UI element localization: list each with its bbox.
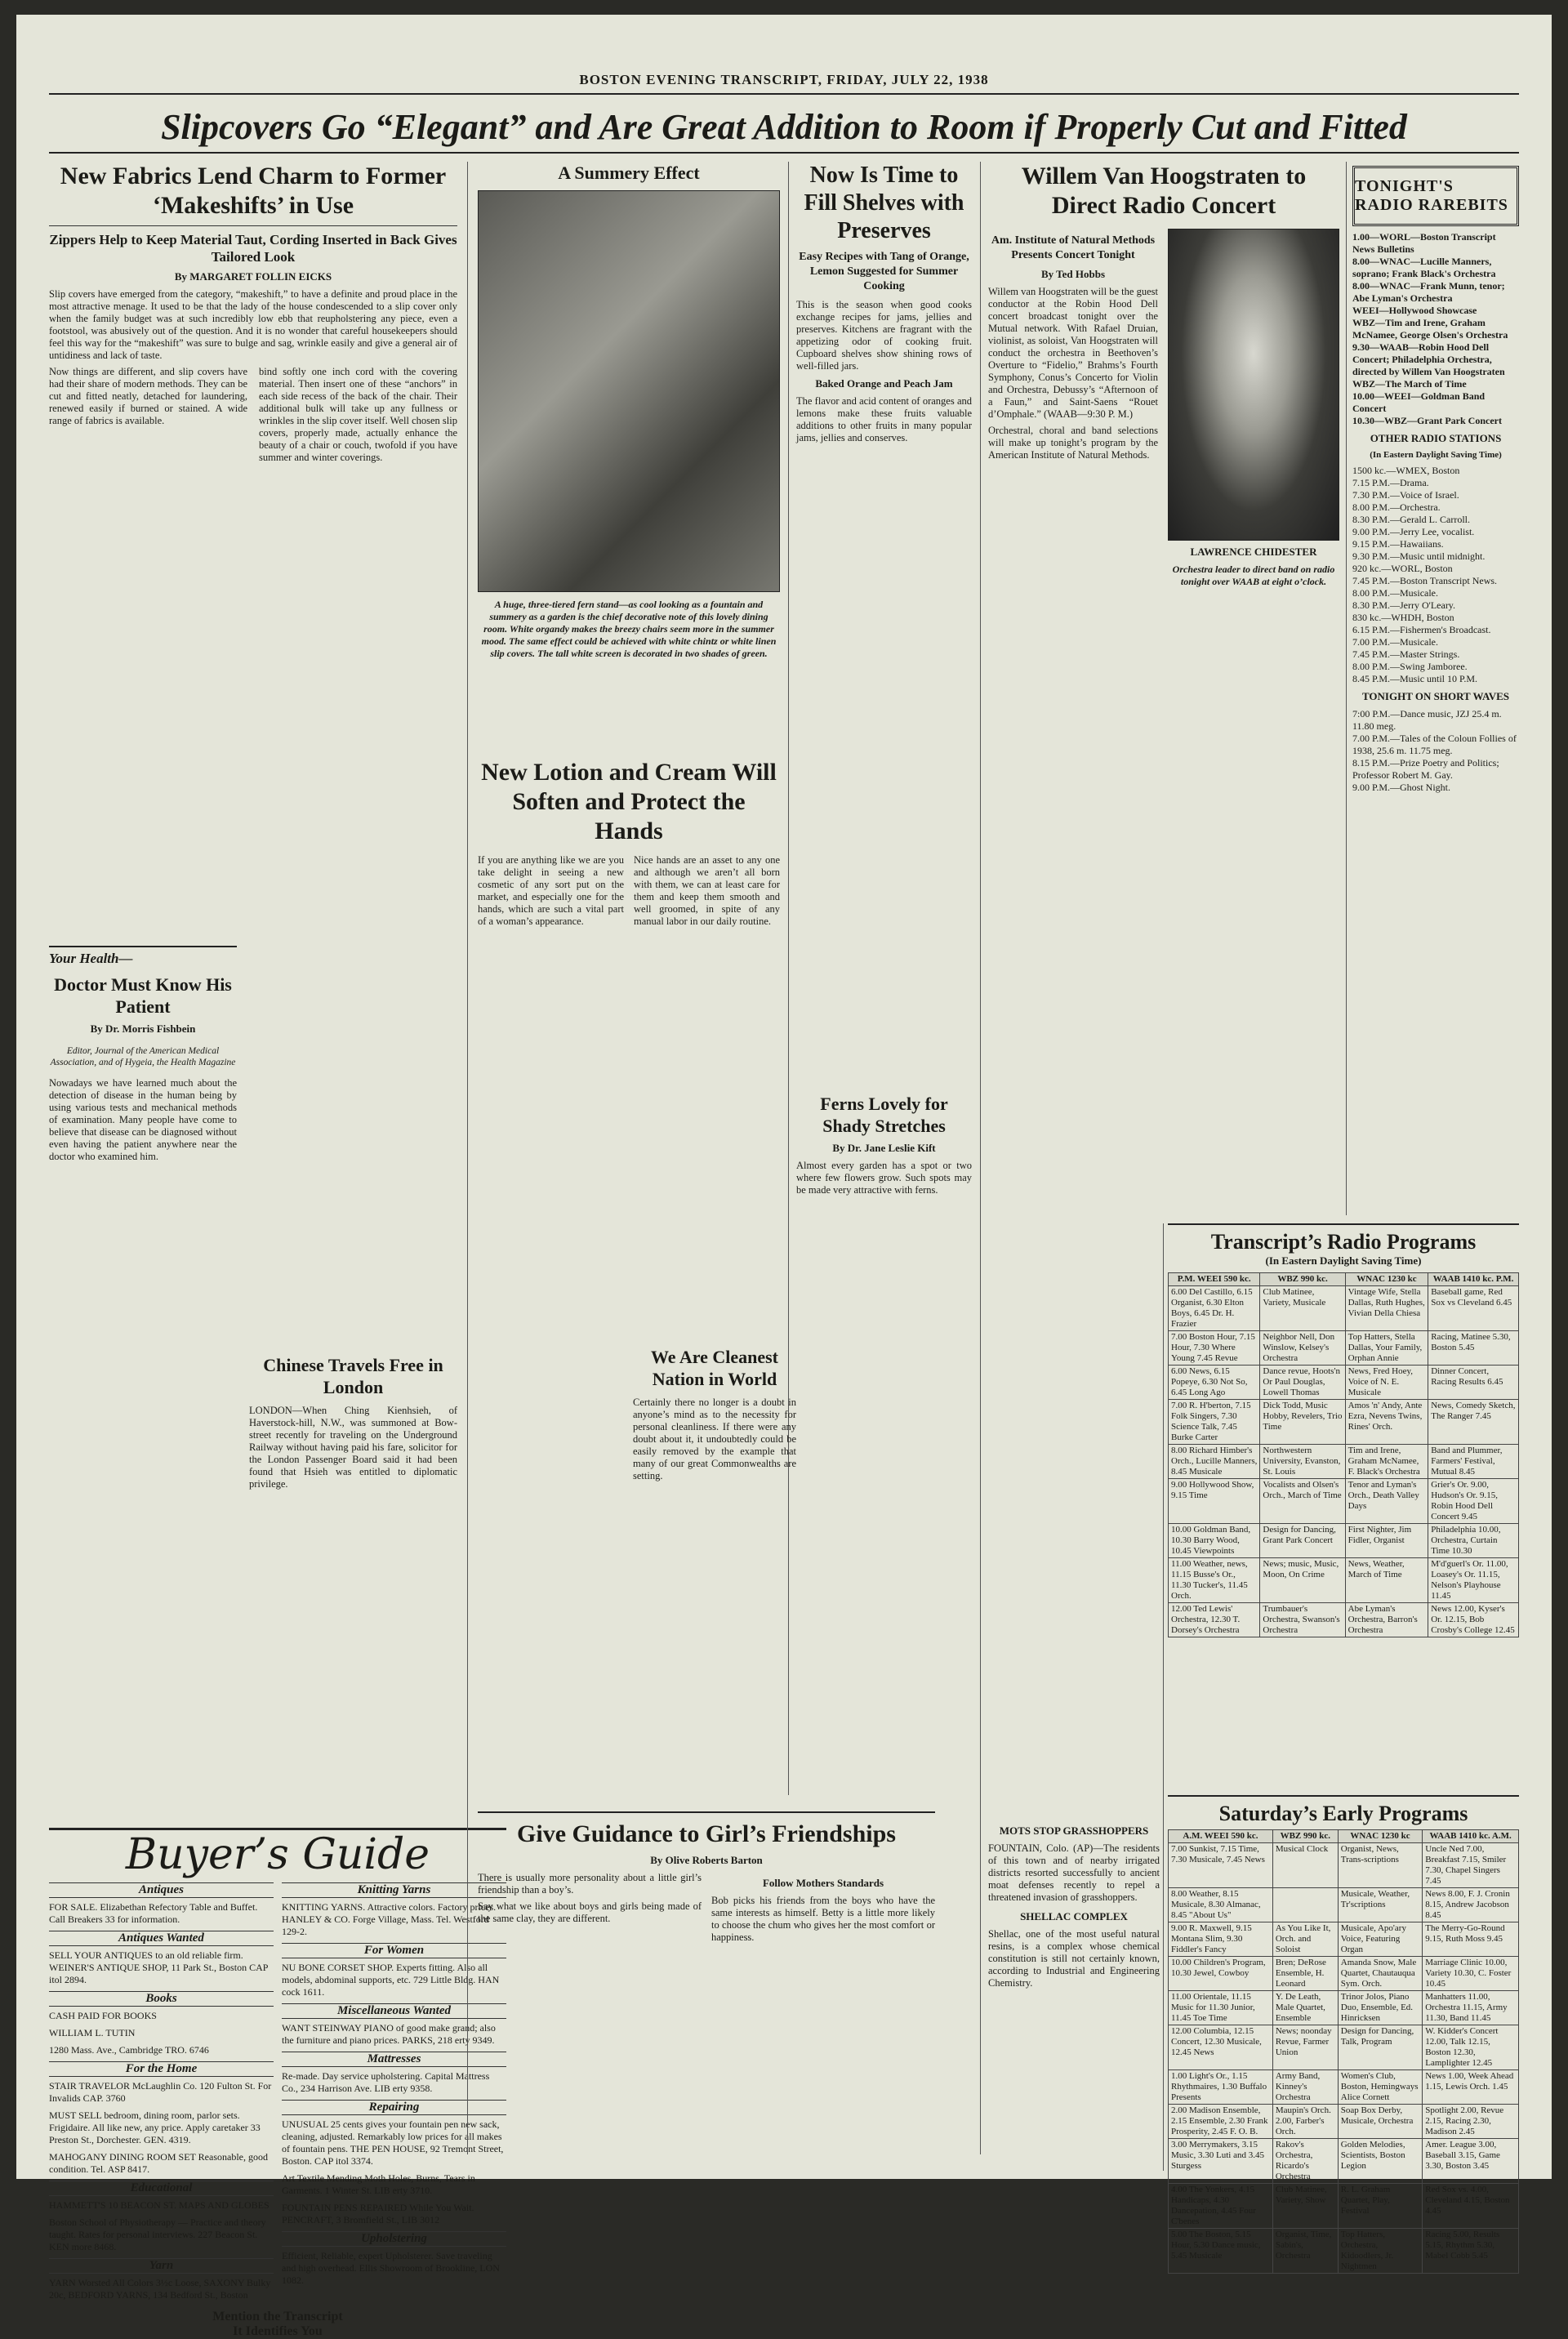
table-header-cell: WBZ 990 kc. bbox=[1260, 1273, 1345, 1286]
table-cell: 8.00 Richard Himber's Orch., Lucille Manners, 8.45 Musicale bbox=[1169, 1445, 1260, 1479]
other-station-item: 1500 kc.—WMEX, Boston bbox=[1352, 465, 1460, 476]
lotion-paragraph-2: Nice hands are an asset to any one and although we aren’t all born with them, we can at least care for them and keep them smooth and well groomed, in spite of any manual labor in our daily routine. bbox=[634, 854, 780, 927]
programs-table bbox=[1168, 1272, 1519, 1637]
classified-ad: MAHOGANY DINING ROOM SET Reasonable, good condition. Tel. ASP 8417. bbox=[49, 2151, 268, 2175]
portrait-caption: LAWRENCE CHIDESTER bbox=[1190, 546, 1317, 558]
table-cell: The Merry-Go-Round 9.15, Ruth Moss 9.45 bbox=[1423, 1922, 1519, 1957]
dining-room-photo bbox=[478, 190, 780, 592]
table-cell: Northwestern University, Evanston, St. Louis bbox=[1260, 1445, 1345, 1479]
table-cell: Army Band, Kinney's Orchestra bbox=[1272, 2070, 1338, 2105]
rarebit-item: WBZ—The March of Time bbox=[1352, 378, 1467, 390]
table-cell: Baseball game, Red Sox vs Cleveland 6.45 bbox=[1428, 1286, 1519, 1331]
table-row bbox=[1169, 1445, 1519, 1479]
buyers-category: Upholstering bbox=[282, 2231, 506, 2247]
table-cell: Design for Dancing, Talk, Program bbox=[1338, 2025, 1422, 2070]
rarebits-list bbox=[1352, 231, 1519, 427]
table-cell: 5.00 The Boston, 5.15 Hour, 5.30 Dance music, 5.45 Musicale bbox=[1169, 2229, 1273, 2274]
classified-ad: Efficient, Reliable, expert Upholsterer. Save traveling and high overhead. Ellis Showroom of Brookline, LON 1082. bbox=[282, 2250, 500, 2286]
classified-ad: Art Textile Mending Moth Holes, Burns, Tears in Garments. 1 Winter St. LIB erty 3710. bbox=[282, 2172, 475, 2196]
buyers-category: Miscellaneous Wanted bbox=[282, 2003, 506, 2019]
table-cell: Y. De Leath, Male Quartet, Ensemble bbox=[1272, 1991, 1338, 2025]
guidance-byline: By Olive Roberts Barton bbox=[650, 1854, 763, 1866]
other-station-item: 830 kc.—WHDH, Boston bbox=[1352, 612, 1454, 623]
classified-ad: Re-made. Day service upholstering. Capital Mattress Co., 234 Harrison Ave. LIB erty 9358. bbox=[282, 2070, 490, 2094]
table-cell: Philadelphia 10.00, Orchestra, Curtain Time 10.30 bbox=[1428, 1524, 1519, 1558]
grasshoppers-headline: MOTS STOP GRASSHOPPERS bbox=[999, 1824, 1149, 1837]
shellac-headline: SHELLAC COMPLEX bbox=[1020, 1910, 1128, 1922]
table-cell: W. Kidder's Concert 12.00, Talk 12.15, Boston 12.30, Lamplighter 12.45 bbox=[1423, 2025, 1519, 2070]
shellac-paragraph: Shellac, one of the most useful natural resins, is a complex whose chemical constitution is still not certainly known, according to Industrial and Engineering Chemistry. bbox=[988, 1928, 1160, 1989]
guidance-paragraph-3: Bob picks his friends from the boys who have the same interests as himself. Betty is a little more likely to choose the chum who gives her the most comfort or happiness. bbox=[711, 1895, 935, 1943]
table-cell: Bren; DeRose Ensemble, H. Leonard bbox=[1272, 1957, 1338, 1991]
table-cell: Racing 5.00, Results 5.15, Rhythm 5.30, Mabel Cobb 5.45 bbox=[1423, 2229, 1519, 2274]
table-header-cell: WBZ 990 kc. bbox=[1272, 1830, 1338, 1843]
table-cell: 8.00 Weather, 8.15 Musicale, 8.30 Almanac, 8.45 "About Us" bbox=[1169, 1888, 1273, 1922]
buyers-category: Educational bbox=[49, 2181, 274, 2196]
other-station-item: 9.00 P.M.—Jerry Lee, vocalist. bbox=[1352, 526, 1475, 537]
mention-line: Mention the Transcript bbox=[212, 2310, 343, 2323]
shelves-paragraph-2: The flavor and acid content of oranges and lemons make these fruits valuable additions to other fruits in many popular jams, jellies and conserves. bbox=[796, 395, 972, 443]
ferns-paragraph: Almost every garden has a spot or two where few flowers grow. Such spots may be made very attractive with ferns. bbox=[796, 1160, 972, 1196]
buyers-category: Mattresses bbox=[282, 2052, 506, 2067]
radio-programs bbox=[1168, 1223, 1519, 1797]
table-row bbox=[1169, 1558, 1519, 1603]
buyers-category: For Women bbox=[282, 1943, 506, 1958]
table-cell: 11.00 Orientale, 11.15 Music for 11.30 Junior, 11.45 Toe Time bbox=[1169, 1991, 1273, 2025]
chinese-headline: Chinese Travels Free in London bbox=[263, 1355, 443, 1397]
buyers-category: Yarn bbox=[49, 2258, 274, 2274]
table-row bbox=[1169, 2229, 1519, 2274]
buyers-guide-title: Buyer’s Guide bbox=[125, 1830, 430, 1879]
table-cell: 2.00 Madison Ensemble, 2.15 Ensemble, 2.30 Frank Prosperity, 2.45 F. O. B. bbox=[1169, 2105, 1273, 2139]
table-cell: Musicale, Weather, Tr'scriptions bbox=[1338, 1888, 1422, 1922]
rarebit-item: 8.00—WNAC—Lucille Manners, soprano; Frank Black's Orchestra bbox=[1352, 256, 1496, 279]
table-cell: Vintage Wife, Stella Dallas, Ruth Hughes, Vivian Della Chiesa bbox=[1345, 1286, 1428, 1331]
slipcovers-byline: By MARGARET FOLLIN EICKS bbox=[174, 270, 332, 283]
table-cell: 9.00 Hollywood Show, 9.15 Time bbox=[1169, 1479, 1260, 1524]
column-rule bbox=[980, 162, 981, 2154]
table-header-cell: A.M. WEEI 590 kc. bbox=[1169, 1830, 1273, 1843]
classified-ad: 1280 Mass. Ave., Cambridge TRO. 6746 bbox=[49, 2044, 209, 2056]
other-station-item: 8.00 P.M.—Musicale. bbox=[1352, 587, 1438, 599]
other-station-item: 9.15 P.M.—Hawaiians. bbox=[1352, 538, 1444, 550]
lotion-headline: New Lotion and Cream Will Soften and Protect the Hands bbox=[481, 759, 777, 844]
classified-ad: MUST SELL bedroom, dining room, parlor sets. Frigidaire. All like new, any price. Apply caretaker 33 Preston St., Dorchester. GEN. 4319. bbox=[49, 2110, 261, 2145]
table-cell: News 8.00, F. J. Cronin 8.15, Andrew Jacobson 8.45 bbox=[1423, 1888, 1519, 1922]
guidance-subhead: Follow Mothers Standards bbox=[762, 1877, 884, 1889]
classified-ad: YARN Worsted All Colors 3½c Loose, SAXONY Bulky 20c, BEDFORD YARNS, 134 Bedford St., Boston bbox=[49, 2277, 271, 2301]
slipcovers-paragraph-3: bind softly one inch cord with the covering material. Then insert one of these “anchors” in each side recess of the back of the chair. Their additional bulk will take up any fullness or wrinkles in the slip cover itself. Well chosen slip covers, properly made, actually enhance the beauty of a chair or couch, twofold if you have summer and winter coverings. bbox=[259, 366, 457, 463]
ferns-article bbox=[796, 1093, 972, 1338]
other-stations-sub: (In Eastern Daylight Saving Time) bbox=[1370, 450, 1502, 460]
table-cell: Golden Melodies, Scientists, Boston Legion bbox=[1338, 2139, 1422, 2184]
table-row bbox=[1169, 2025, 1519, 2070]
table-cell: 12.00 Ted Lewis' Orchestra, 12.30 T. Dorsey's Orchestra bbox=[1169, 1603, 1260, 1637]
chinese-column bbox=[249, 946, 457, 1762]
table-header-cell: WNAC 1230 kc bbox=[1345, 1273, 1428, 1286]
classified-ad: FOUNTAIN PENS REPAIRED While You Wait. PENCRAFT, 3 Bromfield St., LIB 3012 bbox=[282, 2202, 474, 2225]
table-cell: Amos 'n' Andy, Ante Ezra, Nevens Twins, Rines' Orch. bbox=[1345, 1400, 1428, 1445]
newspaper-page bbox=[16, 15, 1552, 2338]
programs-title: Transcript’s Radio Programs bbox=[1210, 1230, 1477, 1254]
classified-ad: WILLIAM L. TUTIN bbox=[49, 2027, 136, 2038]
radio-rarebits bbox=[1352, 166, 1519, 1219]
other-station-item: 8.45 P.M.—Music until 10 P.M. bbox=[1352, 673, 1478, 684]
short-waves-list bbox=[1352, 708, 1519, 794]
vanhoog-article bbox=[988, 162, 1339, 1060]
shelves-subhead: Easy Recipes with Tang of Orange, Lemon Suggested for Summer Cooking bbox=[799, 251, 969, 292]
other-station-item: 9.30 P.M.—Music until midnight. bbox=[1352, 550, 1486, 562]
lotion-paragraph-1: If you are anything like we are you take delight in seeing a new cosmetic of any sort put on the market, and especially one for the hands, which are such a vital part of a woman’s appearance. bbox=[478, 854, 624, 927]
rarebit-item: 8.00—WNAC—Frank Munn, tenor; Abe Lyman's Orchestra bbox=[1352, 280, 1505, 304]
table-cell: 11.00 Weather, news, 11.15 Busse's Or., 11.30 Tucker's, 11.45 Orch. bbox=[1169, 1558, 1260, 1603]
buyers-category: Antiques bbox=[49, 1882, 274, 1898]
table-cell: Amanda Snow, Male Quartet, Chautauqua Sym. Orch. bbox=[1338, 1957, 1422, 1991]
column-rule bbox=[467, 162, 468, 2154]
table-cell: News; noonday Revue, Farmer Union bbox=[1272, 2025, 1338, 2070]
table-cell: Vocalists and Olsen's Orch., March of Time bbox=[1260, 1479, 1345, 1524]
grasshoppers-paragraph: FOUNTAIN, Colo. (AP)—The residents of this town and of nearby irrigated districts resorted successfully to ancient moat defenses recently to repel a threatened invasion of grasshoppers. bbox=[988, 1842, 1160, 1903]
table-cell: Organist, Time, Sabin's, Orchestra bbox=[1272, 2229, 1338, 2274]
table-header-cell: WAAB 1410 kc. P.M. bbox=[1428, 1273, 1519, 1286]
short-wave-item: 8.15 P.M.—Prize Poetry and Politics; Professor Robert M. Gay. bbox=[1352, 757, 1499, 781]
table-row bbox=[1169, 2184, 1519, 2229]
cleanest-paragraph: Certainly there no longer is a doubt in anyone’s mind as to the necessity for personal cleanliness. If there were any doubt about it, it undoubtedly could be easily removed by the example that many of our great Commonwealths are setting. bbox=[633, 1397, 796, 1481]
table-row bbox=[1169, 1286, 1519, 1331]
other-station-item: 8.30 P.M.—Jerry O'Leary. bbox=[1352, 599, 1456, 611]
table-cell: Dinner Concert, Racing Results 6.45 bbox=[1428, 1366, 1519, 1400]
summery-caption: A huge, three-tiered fern stand—as cool looking as a fountain and summery as a garden is the chief decorative note of this lovely dining room. White organdy makes the breezy chairs seem more in the summer mood. The same effect could be achieved with white chintz or white linen slip covers. The tall white screen is decorated in two shades of green. bbox=[481, 599, 777, 659]
portrait-caption-2: Orchestra leader to direct band on radio tonight over WAAB at eight o’clock. bbox=[1172, 564, 1335, 587]
health-column bbox=[49, 946, 237, 1762]
table-cell: News; music, Music, Moon, On Crime bbox=[1260, 1558, 1345, 1603]
other-station-item: 920 kc.—WORL, Boston bbox=[1352, 563, 1453, 574]
table-cell: 6.00 News, 6.15 Popeye, 6.30 Not So, 6.45 Long Ago bbox=[1169, 1366, 1260, 1400]
table-cell: Marriage Clinic 10.00, Variety 10.30, C. Foster 10.45 bbox=[1423, 1957, 1519, 1991]
table-cell: 7.00 Boston Hour, 7.15 Hour, 7.30 Where Young 7.45 Revue bbox=[1169, 1331, 1260, 1366]
table-cell: Abe Lyman's Orchestra, Barron's Orchestra bbox=[1345, 1603, 1428, 1637]
table-cell: Manhatters 11.00, Orchestra 11.15, Army 11.30, Band 11.45 bbox=[1423, 1991, 1519, 2025]
table-cell: Uncle Ned 7.00, Breakfast 7.15, Smiler 7.30, Chapel Singers 7.45 bbox=[1423, 1843, 1519, 1888]
guidance-article bbox=[478, 1811, 935, 2172]
vanhoog-subhead: Am. Institute of Natural Methods Presents Concert Tonight bbox=[991, 234, 1156, 261]
table-cell: 1.00 Light's Or., 1.15 Rhythmaires, 1.30 Buffalo Presents bbox=[1169, 2070, 1273, 2105]
classified-ad: CASH PAID FOR BOOKS bbox=[49, 2010, 157, 2021]
table-row bbox=[1169, 1479, 1519, 1524]
saturday-table bbox=[1168, 1829, 1519, 2274]
short-wave-item: 7.00 P.M.—Tales of the Coloun Follies of 1938, 25.6 m. 11.75 meg. bbox=[1352, 733, 1517, 756]
masthead: BOSTON EVENING TRANSCRIPT, FRIDAY, JULY 22, 1938 bbox=[579, 72, 989, 87]
buyers-guide-right-column bbox=[282, 1879, 506, 2306]
table-cell: Dick Todd, Music Hobby, Revelers, Trio Time bbox=[1260, 1400, 1345, 1445]
short-waves-head: TONIGHT ON SHORT WAVES bbox=[1361, 690, 1510, 702]
guidance-headline: Give Guidance to Girl’s Friendships bbox=[517, 1820, 896, 1847]
slipcovers-article bbox=[49, 162, 457, 897]
other-station-item: 8.00 P.M.—Swing Jamboree. bbox=[1352, 661, 1468, 672]
banner-rule bbox=[49, 152, 1519, 154]
column-rule bbox=[1163, 1223, 1164, 2171]
rarebit-item: 9.30—WAAB—Robin Hood Dell Concert; Philadelphia Orchestra, directed by Willem Van Hoogstraten bbox=[1352, 341, 1505, 377]
table-cell: Musical Clock bbox=[1272, 1843, 1338, 1888]
rarebit-item: WEEI—Hollywood Showcase bbox=[1352, 305, 1477, 316]
table-cell: Dance revue, Hoots'n Or Paul Douglas, Lowell Thomas bbox=[1260, 1366, 1345, 1400]
table-row bbox=[1169, 2105, 1519, 2139]
table-cell: Top Hatters, Orchestra, Kidoodlers, Jr. Nightmen bbox=[1338, 2229, 1422, 2274]
table-header-cell: WNAC 1230 kc bbox=[1338, 1830, 1422, 1843]
other-station-item: 6.15 P.M.—Fishermen's Broadcast. bbox=[1352, 624, 1491, 635]
buyers-guide-left-column bbox=[49, 1879, 274, 2306]
table-cell: 6.00 Del Castillo, 6.15 Organist, 6.30 Elton Boys, 6.45 Dr. H. Frazier bbox=[1169, 1286, 1260, 1331]
health-headline: Doctor Must Know His Patient bbox=[54, 974, 232, 1017]
health-kicker: Your Health— bbox=[49, 946, 237, 967]
health-credentials: Editor, Journal of the American Medical Association, and of Hygeia, the Health Magazine bbox=[50, 1045, 236, 1067]
table-cell: 4.00 The Yonkers, 4.15 Handicaps, 4.30 Dancepation, 4.45 Four C'benes bbox=[1169, 2184, 1273, 2229]
chidester-portrait bbox=[1168, 229, 1339, 541]
shelves-paragraph-1: This is the season when good cooks exchange recipes for jams, jellies and preserves. Kitchens are fragrant with the appetizing odor of cooking fruit. Cupboard shelves show shining rows of well-filled jars. bbox=[796, 299, 972, 372]
vanhoog-paragraph-1: Willem van Hoogstraten will be the guest conductor at the Robin Hood Dell concert broadcast tonight over the Mutual network. With Rafael Druian, violinist, as soloist, Van Hoogstraten will conduct the orchestra in Beethoven’s Overture to “Fidelio,” Brahms’s Fourth Symphony, Conus’s Concerto for Violin and Orchestra, Debussy’s “Afternoon of a Faun,” and Saint-Saens “Rouet d’Omphale.” (WAAB—9:30 P. M.) bbox=[988, 286, 1158, 420]
classified-ad: UNUSUAL 25 cents gives your fountain pen new sack, cleaning, adjusted. Remarkably low prices for all makes of fountain pens. THE PEN HOUSE, 92 Tremont Street, Boston. CAP itol 3374. bbox=[282, 2118, 504, 2167]
rarebit-item: 10.30—WBZ—Grant Park Concert bbox=[1352, 415, 1502, 426]
table-cell: 9.00 R. Maxwell, 9.15 Montana Slim, 9.30 Fiddler's Fancy bbox=[1169, 1922, 1273, 1957]
table-cell: News, Weather, March of Time bbox=[1345, 1558, 1428, 1603]
other-station-item: 7.00 P.M.—Musicale. bbox=[1352, 636, 1438, 648]
table-cell: Tenor and Lyman's Orch., Death Valley Days bbox=[1345, 1479, 1428, 1524]
table-cell: Trumbauer's Orchestra, Swanson's Orchestra bbox=[1260, 1603, 1345, 1637]
health-byline: By Dr. Morris Fishbein bbox=[90, 1022, 196, 1035]
cleanest-article bbox=[633, 1346, 796, 1787]
short-wave-item: 9.00 P.M.—Ghost Night. bbox=[1352, 782, 1451, 793]
column-rule bbox=[1346, 162, 1347, 1215]
table-cell: Spotlight 2.00, Revue 2.15, Racing 2.30, Madison 2.45 bbox=[1423, 2105, 1519, 2139]
table-cell: 7.00 R. H'berton, 7.15 Folk Singers, 7.30 Science Talk, 7.45 Burke Carter bbox=[1169, 1400, 1260, 1445]
chinese-paragraph: LONDON—When Ching Kienhsieh, of Haverstock-hill, N.W., was summoned at Bow-street recently for traveling on the Underground Railway without having paid his fare, solicitor for the London Passenger Board said it had been found that Hsieh was entitled to diplomatic privilege. bbox=[249, 1405, 457, 1490]
table-row bbox=[1169, 1843, 1519, 1888]
guidance-paragraph-2: Say what we like about boys and girls being made of the same clay, they are different. bbox=[478, 1900, 702, 1924]
table-cell: Trinor Jolos, Piano Duo, Ensemble, Ed. Hinricksen bbox=[1338, 1991, 1422, 2025]
health-paragraph: Nowadays we have learned much about the detection of disease in the human being by using various tests and mechanical methods of examination. Many people have come to believe that disease can be diagnosed without even having the patient anywhere near the doctor who examined him. bbox=[49, 1077, 237, 1162]
table-cell: 7.00 Sunkist, 7.15 Time, 7.30 Musicale, 7.45 News bbox=[1169, 1843, 1273, 1888]
ferns-headline: Ferns Lovely for Shady Stretches bbox=[820, 1094, 948, 1136]
table-cell: Neighbor Nell, Don Winslow, Kelsey's Orchestra bbox=[1260, 1331, 1345, 1366]
table-row bbox=[1169, 1331, 1519, 1366]
rarebit-item: WBZ—Tim and Irene, Graham McNamee, George Olsen's Orchestra bbox=[1352, 317, 1508, 341]
other-stations-head: OTHER RADIO STATIONS bbox=[1370, 432, 1502, 444]
masthead-rule bbox=[49, 93, 1519, 95]
table-row bbox=[1169, 1603, 1519, 1637]
table-cell: News, Comedy Sketch, The Ranger 7.45 bbox=[1428, 1400, 1519, 1445]
table-cell: Grier's Or. 9.00, Hudson's Or. 9.15, Robin Hood Dell Concert 9.45 bbox=[1428, 1479, 1519, 1524]
table-cell: As You Like It, Orch. and Soloist bbox=[1272, 1922, 1338, 1957]
table-header-cell: P.M. WEEI 590 kc. bbox=[1169, 1273, 1260, 1286]
table-cell: Musicale, Apo'ary Voice, Featuring Organ bbox=[1338, 1922, 1422, 1957]
table-cell: News 12.00, Kyser's Or. 12.15, Bob Crosby's College 12.45 bbox=[1428, 1603, 1519, 1637]
rarebits-box: TONIGHT'S RADIO RAREBITS bbox=[1352, 166, 1519, 226]
banner-headline: Slipcovers Go “Elegant” and Are Great Addition to Room if Properly Cut and Fitted bbox=[161, 107, 1407, 147]
table-cell: Maupin's Orch. 2.00, Farber's Orch. bbox=[1272, 2105, 1338, 2139]
other-stations-list bbox=[1352, 465, 1519, 685]
guidance-paragraph-1: There is usually more personality about a little girl’s friendship than a boy’s. bbox=[478, 1872, 702, 1896]
ferns-byline: By Dr. Jane Leslie Kift bbox=[832, 1142, 936, 1154]
grasshoppers-article bbox=[988, 1820, 1160, 2163]
table-row bbox=[1169, 1922, 1519, 1957]
table-cell: Organist, News, Trans-scriptions bbox=[1338, 1843, 1422, 1888]
table-cell: 3.00 Merrymakers, 3.15 Music, 3.30 Luti and 3.45 Sturgess bbox=[1169, 2139, 1273, 2184]
table-cell: Red Sox vs. 4.00, Cleveland 4.15, Boston 4.45 bbox=[1423, 2184, 1519, 2229]
rarebit-item: 10.00—WEEI—Goldman Band Concert bbox=[1352, 390, 1486, 414]
table-cell: Racing, Matinee 5.30, Boston 5.45 bbox=[1428, 1331, 1519, 1366]
table-cell: R. L. Graham Quartet, Play, Festival bbox=[1338, 2184, 1422, 2229]
other-station-item: 7.45 P.M.—Boston Transcript News. bbox=[1352, 575, 1498, 586]
table-cell: M'd'guerl's Or. 11.00, Loasey's Or. 11.15, Nelson's Playhouse 11.45 bbox=[1428, 1558, 1519, 1603]
buyers-category: Knitting Yarns bbox=[282, 1882, 506, 1898]
table-cell: Rakov's Orchestra, Ricardo's Orchestra bbox=[1272, 2139, 1338, 2184]
shelves-headline: Now Is Time to Fill Shelves with Preserves bbox=[804, 163, 964, 243]
buyers-category: Antiques Wanted bbox=[49, 1931, 274, 1946]
buyers-category: Repairing bbox=[282, 2100, 506, 2115]
table-cell: 10.00 Goldman Band, 10.30 Barry Wood, 10.45 Viewpoints bbox=[1169, 1524, 1260, 1558]
classified-ad: STAIR TRAVELOR McLaughlin Co. 120 Fulton St. For Invalids CAP. 3760 bbox=[49, 2080, 272, 2104]
table-cell: Design for Dancing, Grant Park Concert bbox=[1260, 1524, 1345, 1558]
table-row bbox=[1169, 2070, 1519, 2105]
table-cell: Band and Plummer, Farmers' Festival, Mutual 8.45 bbox=[1428, 1445, 1519, 1479]
classified-ad: KNITTING YARNS. Attractive colors. Factory prices. HANLEY & CO. Forge Village, Mass. Tel. Westford 129-2. bbox=[282, 1901, 497, 1937]
classified-ad: HAMMETT'S 10 BEACON ST. MAPS AND GLOBES bbox=[49, 2199, 270, 2211]
classified-ad: NU BONE CORSET SHOP. Experts fitting. Also all models, abdominal supports, etc. 729 Little Bldg. HAN cock 1611. bbox=[282, 1962, 500, 1998]
table-cell: Soap Box Derby, Musicale, Orchestra bbox=[1338, 2105, 1422, 2139]
table-cell: Women's Club, Boston, Hemingways Alice Cornett bbox=[1338, 2070, 1422, 2105]
buyers-guide bbox=[49, 1828, 506, 2338]
table-row bbox=[1169, 1957, 1519, 1991]
table-cell: Tim and Irene, Graham McNamee, F. Black's Orchestra bbox=[1345, 1445, 1428, 1479]
slipcovers-paragraph-2: Now things are different, and slip covers have had their share of modern methods. They can be cut and fitted neatly, detached for laundering, renewed easily if burned or stained. A wide range of fabrics is available. bbox=[49, 366, 247, 426]
other-station-item: 7.15 P.M.—Drama. bbox=[1352, 477, 1429, 488]
saturday-title: Saturday’s Early Programs bbox=[1218, 1802, 1468, 1825]
table-cell: Club Matinee, Variety, Show bbox=[1272, 2184, 1338, 2229]
table-cell: News, Fred Hoey, Voice of N. E. Musicale bbox=[1345, 1366, 1428, 1400]
table-header-cell: WAAB 1410 kc. A.M. bbox=[1423, 1830, 1519, 1843]
other-station-item: 7.45 P.M.—Master Strings. bbox=[1352, 648, 1460, 660]
vanhoog-byline: By Ted Hobbs bbox=[1040, 268, 1106, 280]
slipcovers-paragraph-1: Slip covers have emerged from the category, “makeshift,” to have a definite and proud place in the most attractive menage. It used to be that the lady of the house condescended to a slip cover only when the family budget was at such incredibly low ebb that reupholstering any piece, even a footstool, was abusively out of the question. And it is no wonder that careful housekeepers should feel this way for the “makeshift” was sure to bulge and sag, wrinkle easily and give a general air of untidiness and lack of taste. bbox=[49, 288, 457, 361]
table-cell: Amer. League 3.00, Baseball 3.15, Game 3.30, Boston 3.45 bbox=[1423, 2139, 1519, 2184]
mention-line-2: It Identifies You bbox=[233, 2324, 323, 2338]
table-cell: Club Matinee, Variety, Musicale bbox=[1260, 1286, 1345, 1331]
classified-ad: SELL YOUR ANTIQUES to an old reliable firm. WEINER'S ANTIQUE SHOP, 11 Park St., Boston CAP itol 2894. bbox=[49, 1949, 268, 1985]
classified-ad: Boston School of Physiotherapy — Practice and theory taught. Rates for personal interviews. 227 Beacon St. KEN more 8468. bbox=[49, 2216, 266, 2252]
summery-effect bbox=[478, 162, 780, 750]
summery-headline: A Summery Effect bbox=[558, 163, 700, 183]
table-row bbox=[1169, 1991, 1519, 2025]
table-cell bbox=[1272, 1888, 1338, 1922]
other-station-item: 8.00 P.M.—Orchestra. bbox=[1352, 501, 1441, 513]
table-row bbox=[1169, 1524, 1519, 1558]
slipcovers-subhead: Zippers Help to Keep Material Taut, Cording Inserted in Back Gives Tailored Look bbox=[49, 225, 457, 265]
buyers-category: For the Home bbox=[49, 2061, 274, 2077]
saturday-programs bbox=[1168, 1795, 1519, 2271]
rarebit-item: 1.00—WORL—Boston Transcript News Bulletins bbox=[1352, 231, 1496, 255]
classified-ad: FOR SALE. Elizabethan Refectory Table and Buffet. Call Breakers 33 for information. bbox=[49, 1901, 258, 1925]
table-cell: Top Hatters, Stella Dallas, Your Family, Orphan Annie bbox=[1345, 1331, 1428, 1366]
table-cell: News 1.00, Week Ahead 1.15, Lewis Orch. 1.45 bbox=[1423, 2070, 1519, 2105]
table-cell: 12.00 Columbia, 12.15 Concert, 12.30 Musicale, 12.45 News bbox=[1169, 2025, 1273, 2070]
table-cell: 10.00 Children's Program, 10.30 Jewel, Cowboy bbox=[1169, 1957, 1273, 1991]
table-row bbox=[1169, 1366, 1519, 1400]
vanhoog-paragraph-2: Orchestral, choral and band selections will make up tonight’s program by the American Institute of Natural Methods. bbox=[988, 425, 1158, 461]
table-row bbox=[1169, 2139, 1519, 2184]
table-cell: First Nighter, Jim Fidler, Organist bbox=[1345, 1524, 1428, 1558]
table-row bbox=[1169, 1400, 1519, 1445]
classified-ad: WANT STEINWAY PIANO of good make grand; also the furniture and piano prices. PARKS, 218 erty 9349. bbox=[282, 2022, 496, 2046]
other-station-item: 7.30 P.M.—Voice of Israel. bbox=[1352, 489, 1459, 501]
recipe-title: Baked Orange and Peach Jam bbox=[815, 377, 953, 390]
other-station-item: 8.30 P.M.—Gerald L. Carroll. bbox=[1352, 514, 1470, 525]
programs-subtitle: (In Eastern Daylight Saving Time) bbox=[1265, 1254, 1422, 1267]
short-wave-item: 7:00 P.M.—Dance music, JZJ 25.4 m. 11.80 meg. bbox=[1352, 708, 1502, 732]
shelves-article bbox=[796, 162, 972, 799]
cleanest-headline: We Are Cleanest Nation in World bbox=[650, 1347, 778, 1389]
vanhoog-headline: Willem Van Hoogstraten to Direct Radio Concert bbox=[1021, 163, 1307, 219]
buyers-category: Books bbox=[49, 1991, 274, 2007]
slipcovers-headline: New Fabrics Lend Charm to Former ‘Makeshifts’ in Use bbox=[60, 163, 447, 219]
table-row bbox=[1169, 1888, 1519, 1922]
